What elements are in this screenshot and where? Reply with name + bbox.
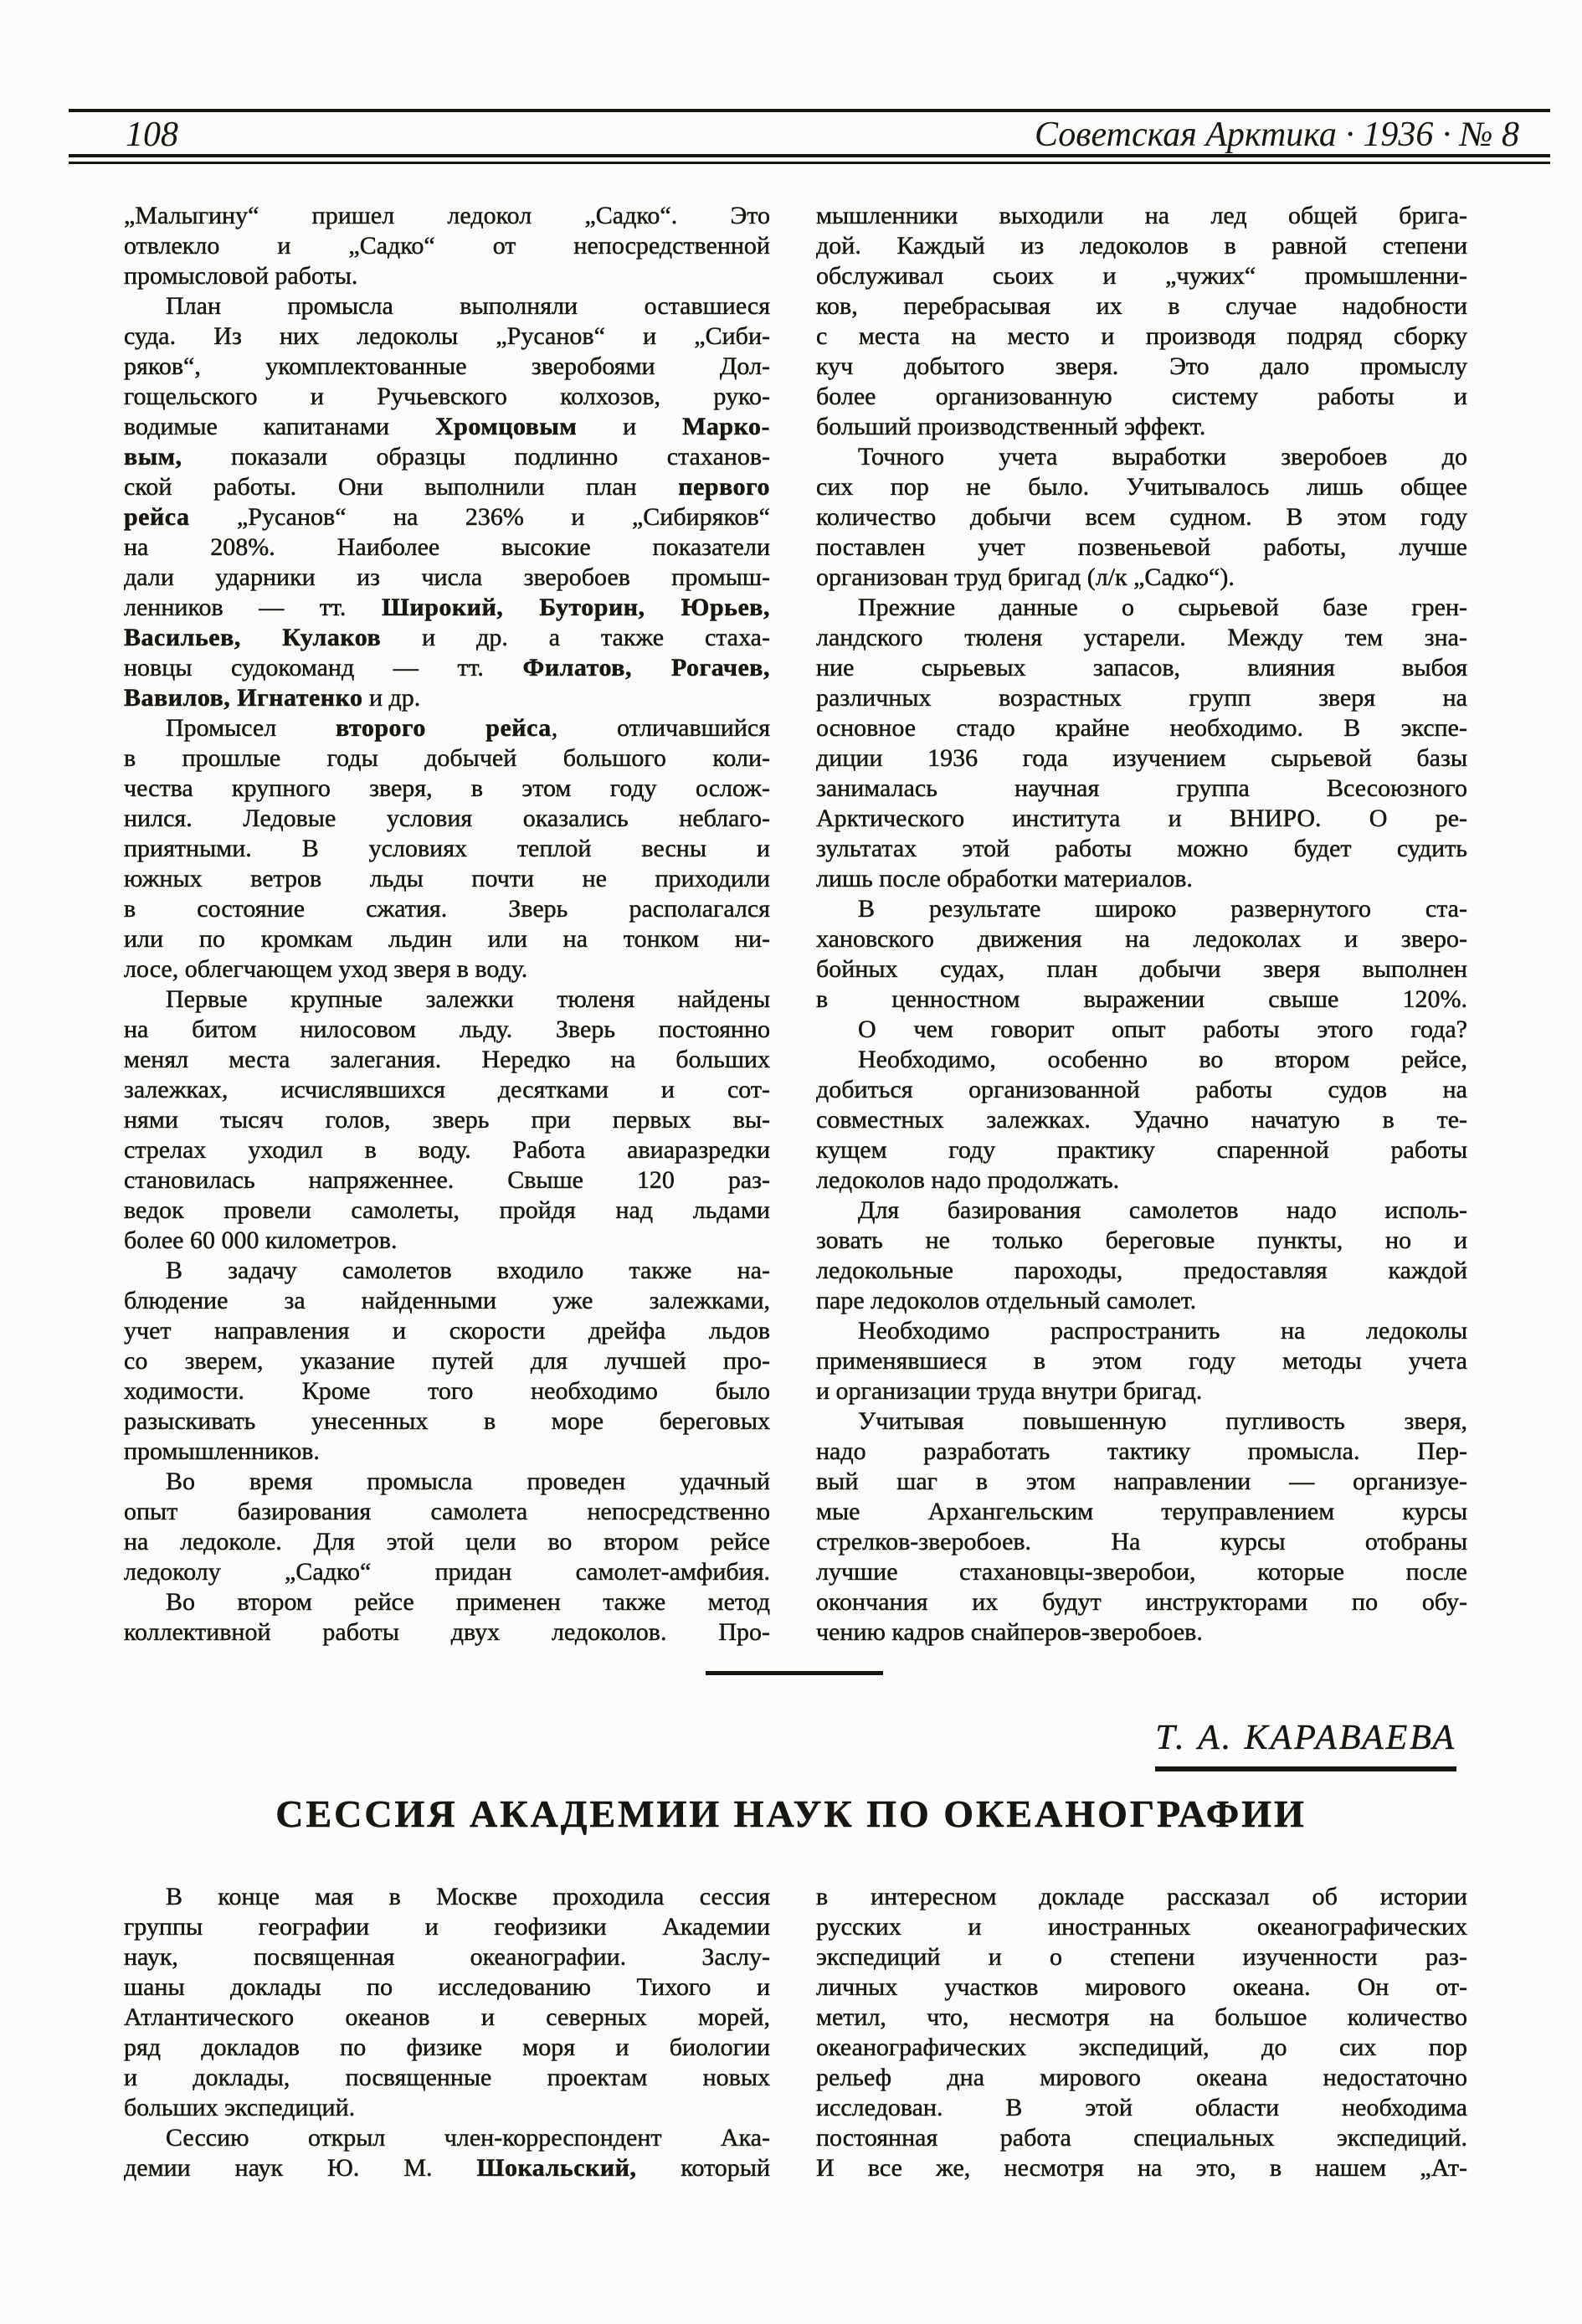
text-line: Необходимо распространить на ледоколы: [858, 1317, 1467, 1345]
text-line: дой. Каждый из ледоколов в равной степени: [816, 232, 1467, 260]
text-line: Учитывая повышенную пугливость зверя,: [858, 1407, 1467, 1435]
text-line: кущем году практику спаренной работы: [816, 1136, 1467, 1164]
text-line: становилась напряженнее. Свыше 120 раз-: [124, 1166, 770, 1194]
text-line: ряд докладов по физике моря и биологии: [124, 2034, 770, 2061]
text-line: с места на место и производя подряд сборку: [816, 322, 1467, 350]
text-line: ледокольные пароходы, предоставляя каждой: [816, 1257, 1467, 1284]
text-line: мые Архангельским теруправлением курсы: [816, 1498, 1467, 1525]
text-line: и организации труда внутри бригад.: [816, 1377, 1203, 1405]
text-line: И все же, несмотря на это, в нашем „Ат-: [816, 2154, 1467, 2182]
text-line: более организованную систему работы и: [816, 383, 1467, 410]
text-line: Первые крупные залежки тюленя найдены: [166, 985, 770, 1013]
text-line: нями тысяч голов, зверь при первых вы-: [124, 1106, 770, 1134]
text-line: личных участков мирового океана. Он от-: [816, 1973, 1467, 2001]
text-line: количество добычи всем судном. В этом году: [816, 503, 1467, 531]
text-line: гощельского и Ручьевского колхозов, руко-: [124, 383, 770, 410]
text-line: стрелков-зверобоев. На курсы отобраны: [816, 1528, 1467, 1555]
text-line: экспедиций и о степени изученности раз-: [816, 1943, 1467, 1971]
text-line: больший производственный эффект.: [816, 413, 1206, 440]
text-line: в прошлые годы добычей большого коли-: [124, 744, 770, 772]
text-line: в интересном докладе рассказал об истории: [816, 1883, 1467, 1910]
text-line: русских и иностранных океанографических: [816, 1913, 1467, 1941]
text-line: В конце мая в Москве проходила сессия: [166, 1883, 770, 1910]
journal-title: Советская Арктика · 1936 · № 8: [1035, 116, 1519, 154]
text-line: диции 1936 года изучением сырьевой базы: [816, 744, 1467, 772]
text-line: применявшиеся в этом году методы учета: [816, 1347, 1467, 1375]
text-line: ков, перебрасывая их в случае надобности: [816, 292, 1467, 320]
text-line: Необходимо, особенно во втором рейсе,: [858, 1046, 1467, 1073]
text-line: ленников — тт. Широкий, Буторин, Юрьев,: [124, 594, 770, 621]
text-line: в ценностном выражении свыше 120%.: [816, 985, 1467, 1013]
text-line: В результате широко развернутого ста-: [858, 895, 1467, 923]
text-line: ведок провели самолеты, пройдя над льдами: [124, 1196, 770, 1224]
text-line: отвлекло и „Садко“ от непосредственной: [124, 232, 770, 260]
text-line: ской работы. Они выполнили план первого: [124, 473, 770, 501]
text-line: промысловой работы.: [124, 262, 358, 290]
article2-title: СЕССИЯ АКАДЕМИИ НАУК ПО ОКЕАНОГРАФИИ: [275, 1792, 1307, 1835]
page-number: 108: [126, 116, 178, 154]
text-line: более 60 000 километров.: [124, 1226, 398, 1254]
text-line: лосе, облегчающем уход зверя в воду.: [124, 955, 528, 983]
text-line: добиться организованной работы судов на: [816, 1076, 1467, 1103]
text-line: в состояние сжатия. Зверь располагался: [124, 895, 770, 923]
text-line: океанографических экспедиций, до сих пор: [816, 2034, 1467, 2061]
text-line: суда. Из них ледоколы „Русанов“ и „Сиби-: [124, 322, 770, 350]
text-line: и доклады, посвященные проектам новых: [124, 2064, 770, 2091]
text-line: Во время промысла проведен удачный: [166, 1468, 770, 1495]
text-line: ние сырьевых запасов, влияния выбоя: [816, 654, 1467, 681]
text-line: чества крупного зверя, в этом году ослож-: [124, 774, 770, 802]
text-line: О чем говорит опыт работы этого года?: [858, 1015, 1467, 1043]
text-line: В задачу самолетов входило также на-: [166, 1257, 770, 1284]
text-line: разыскивать унесенных в море береговых: [124, 1407, 770, 1435]
text-line: менял места залегания. Нередко на больших: [124, 1046, 770, 1073]
text-line: Вавилов, Игнатенко и др.: [124, 684, 421, 712]
text-line: паре ледоколов отдельный самолет.: [816, 1287, 1197, 1314]
text-line: различных возрастных групп зверя на: [816, 684, 1467, 712]
text-line: наук, посвященная океанографии. Заслу-: [124, 1943, 770, 1971]
author-signature: Т. А. КАРАВАЕВА: [1155, 1718, 1456, 1771]
text-line: залежках, исчислявшихся десятками и сот-: [124, 1076, 770, 1103]
text-line: Для базирования самолетов надо исполь-: [858, 1196, 1467, 1224]
text-line: занималась научная группа Всесоюзного: [816, 774, 1467, 802]
text-line: исследован. В этой области необходима: [816, 2094, 1467, 2121]
text-line: надо разработать тактику промысла. Пер-: [816, 1437, 1467, 1465]
text-line: группы географии и геофизики Академии: [124, 1913, 770, 1941]
text-line: мышленники выходили на лед общей брига-: [816, 202, 1467, 229]
text-line: зультатах этой работы можно будет судить: [816, 835, 1467, 862]
text-line: „Малыгину“ пришел ледокол „Садко“. Это: [124, 202, 770, 229]
text-line: сих пор не было. Учитывалось лишь общее: [816, 473, 1467, 501]
text-line: дали ударники из числа зверобоев промыш-: [124, 563, 770, 591]
article1-left-column: [124, 201, 770, 1648]
text-line: приятными. В условиях теплой весны и: [124, 835, 770, 862]
text-line: Прежние данные о сырьевой базе грен-: [858, 594, 1467, 621]
text-line: обслуживал сьоих и „чужих“ промышленни-: [816, 262, 1467, 290]
header-double-rule: [69, 154, 1550, 164]
text-line: на 208%. Наиболее высокие показатели: [124, 533, 770, 561]
text-line: демии наук Ю. М. Шокальский, который: [124, 2154, 770, 2182]
text-line: Промысел второго рейса, отличавшийся: [166, 714, 770, 742]
text-line: на битом нилосовом льду. Зверь постоянно: [124, 1015, 770, 1043]
text-line: лишь после обработки материалов.: [816, 865, 1193, 892]
text-line: водимые капитанами Хромцовым и Марко-: [124, 413, 770, 440]
text-line: Арктического института и ВНИРО. О ре-: [816, 805, 1467, 832]
article2-right-column: [816, 1882, 1467, 2183]
text-line: основное стадо крайне необходимо. В экспе-: [816, 714, 1467, 742]
text-line: чению кадров снайперов-зверобоев.: [816, 1618, 1203, 1646]
running-head: [126, 116, 1519, 154]
text-line: южных ветров льды почти не приходили: [124, 865, 770, 892]
text-line: шаны доклады по исследованию Тихого и: [124, 1973, 770, 2001]
text-line: ландского тюленя устарели. Между тем зна-: [816, 624, 1467, 651]
text-line: опыт базирования самолета непосредственно: [124, 1498, 770, 1525]
text-line: Сессию открыл член-корреспондент Ака-: [166, 2124, 770, 2152]
text-line: на ледоколе. Для этой цели во втором рейсе: [124, 1528, 770, 1555]
text-line: куч добытого зверя. Это дало промыслу: [816, 352, 1467, 380]
text-line: поставлен учет позвеньевой работы, лучше: [816, 533, 1467, 561]
header-top-rule: [69, 109, 1550, 112]
text-line: рельеф дна мирового океана недостаточно: [816, 2064, 1467, 2091]
text-line: вый шаг в этом направлении — организуе-: [816, 1468, 1467, 1495]
text-line: учет направления и скорости дрейфа льдов: [124, 1317, 770, 1345]
text-line: совместных залежках. Удачно начатую в те-: [816, 1106, 1467, 1134]
article2-left-column: [124, 1882, 770, 2183]
text-line: постоянная работа специальных экспедиций.: [816, 2124, 1467, 2152]
text-line: зовать не только береговые пункты, но и: [816, 1226, 1467, 1254]
text-line: Точного учета выработки зверобоев до: [858, 443, 1467, 470]
text-line: План промысла выполняли оставшиеся: [166, 292, 770, 320]
text-line: ледоколу „Садко“ придан самолет-амфибия.: [124, 1558, 770, 1586]
text-line: Атлантического океанов и северных морей,: [124, 2003, 770, 2031]
article1-right-column: [816, 201, 1467, 1648]
text-line: ходимости. Кроме того необходимо было: [124, 1377, 770, 1405]
text-line: или по кромкам льдин или на тонком ни-: [124, 925, 770, 953]
text-line: стрелах уходил в воду. Работа авиаразредки: [124, 1136, 770, 1164]
text-line: больших экспедиций.: [124, 2094, 356, 2121]
text-line: новцы судокоманд — тт. Филатов, Рогачев,: [124, 654, 770, 681]
text-line: бойных судах, план добычи зверя выполнен: [816, 955, 1467, 983]
text-line: со зверем, указание путей для лучшей про-: [124, 1347, 770, 1375]
text-line: окончания их будут инструкторами по обу-: [816, 1588, 1467, 1616]
text-line: организован труд бригад (л/к „Садко“).: [816, 563, 1235, 591]
text-line: промышленников.: [124, 1437, 320, 1465]
text-line: рейса „Русанов“ на 236% и „Сибиряков“: [124, 503, 770, 531]
text-line: лучшие стахановцы-зверобои, которые после: [816, 1558, 1467, 1586]
text-line: Васильев, Кулаков и др. а также стаха-: [124, 624, 770, 651]
section-divider-rule: [706, 1671, 883, 1675]
text-line: вым, показали образцы подлинно стаханов-: [124, 443, 770, 470]
text-line: метил, что, несмотря на большое количество: [816, 2003, 1467, 2031]
text-line: коллективной работы двух ледоколов. Про-: [124, 1618, 770, 1646]
text-line: блюдение за найденными уже залежками,: [124, 1287, 770, 1314]
text-line: Во втором рейсе применен также метод: [166, 1588, 770, 1616]
text-line: нился. Ледовые условия оказались неблаго-: [124, 805, 770, 832]
text-line: ледоколов надо продолжать.: [816, 1166, 1120, 1194]
text-line: хановского движения на ледоколах и зверо-: [816, 925, 1467, 953]
text-line: ряков“, укомплектованные зверобоями Дол-: [124, 352, 770, 380]
